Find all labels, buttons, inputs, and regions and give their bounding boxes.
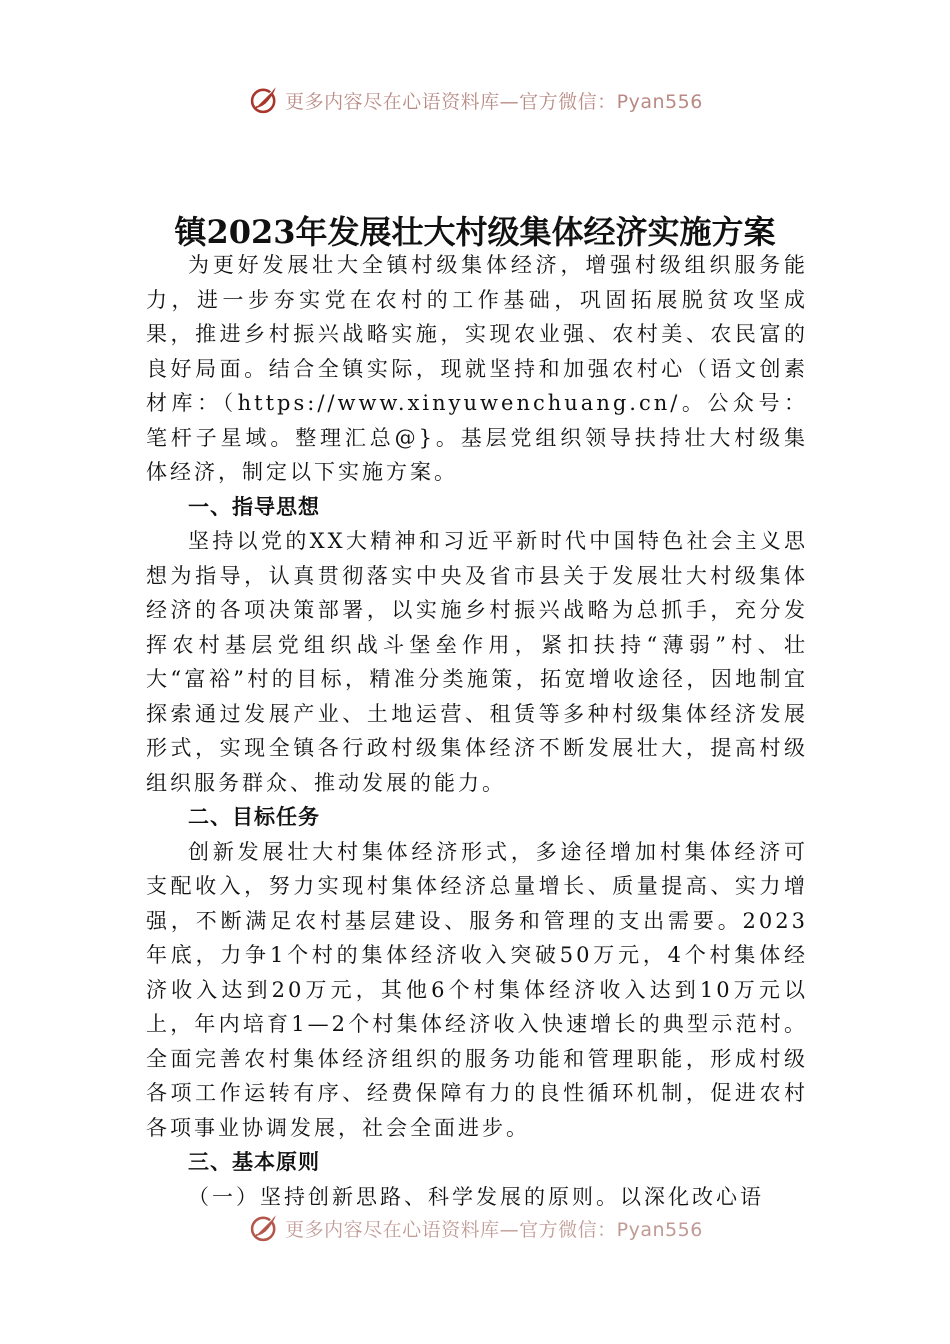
watermark-top — [0, 80, 950, 120]
section-heading-principles: 三、基本原则 — [188, 1150, 320, 1174]
section-heading-guiding-ideology: 一、指导思想 — [188, 494, 320, 519]
document-body — [146, 248, 808, 1214]
section-paragraph-guiding-ideology: 坚持以党的XX大精神和习近平新时代中国特色社会主义思想为指导，认真贯彻落实中央及省市县关于发展壮大村级集体经济的各项决策部署，以实施乡村振兴战略为总抓手，充分发挥农村基层党组织战斗堡垒作用，紧扣扶持“薄弱”村、壮大“富裕”村的目标，精准分类施策，拓宽增收途径，因地制宜探索通过发展产业、土地运营、租赁等多种村级集体经济发展形式，实现全镇各行政村级集体经济不断发展壮大，提高村级组织服务群众、推动发展的能力。 — [146, 529, 808, 795]
section-paragraph-goals: 创新发展壮大村集体经济形式，多途径增加村集体经济可支配收入，努力实现村集体经济总量增长、质量提高、实力增强，不断满足农村基层建设、服务和管理的支出需要。2023年底，力争1个村的集体经济收入突破50万元，4个村集体经济收入达到20万元，其他6个村集体经济收入达到10万元以上，年内培育1—2个村集体经济收入快速增长的典型示范村。全面完善农村集体经济组织的服务功能和管理职能，形成村级各项工作运转有序、经费保障有力的良性循环机制，促进农村各项事业协调发展，社会全面进步。 — [146, 839, 808, 1140]
section-paragraph-principles: （一）坚持创新思路、科学发展的原则。以深化改心语 — [188, 1184, 764, 1209]
section-heading-goals: 二、目标任务 — [188, 805, 320, 829]
intro-paragraph: 为更好发展壮大全镇村级集体经济，增强村级组织服务能力，进一步夯实党在农村的工作基础，巩固拓展脱贫攻坚成果，推进乡村振兴战略实施，实现农业强、农村美、农民富的良好局面。结合全镇实际，现就坚持和加强农村心（语文创素材库：（https://www.xinyuwenchuang.cn/。公众号：笔杆子星域。整理汇总@}。基层党组织领导扶持壮大村级集体经济，制定以下实施方案。 — [146, 253, 808, 484]
document-title: 镇2023年发展壮大村级集体经济实施方案 — [174, 213, 776, 252]
pen-quill-logo-icon — [247, 1211, 281, 1245]
pen-quill-logo-icon — [247, 83, 281, 117]
watermark-text: 更多内容尽在心语资料库—官方微信：Pyan556 — [285, 1218, 703, 1241]
watermark-text: 更多内容尽在心语资料库—官方微信：Pyan556 — [285, 90, 703, 113]
watermark-bottom — [0, 1208, 950, 1248]
